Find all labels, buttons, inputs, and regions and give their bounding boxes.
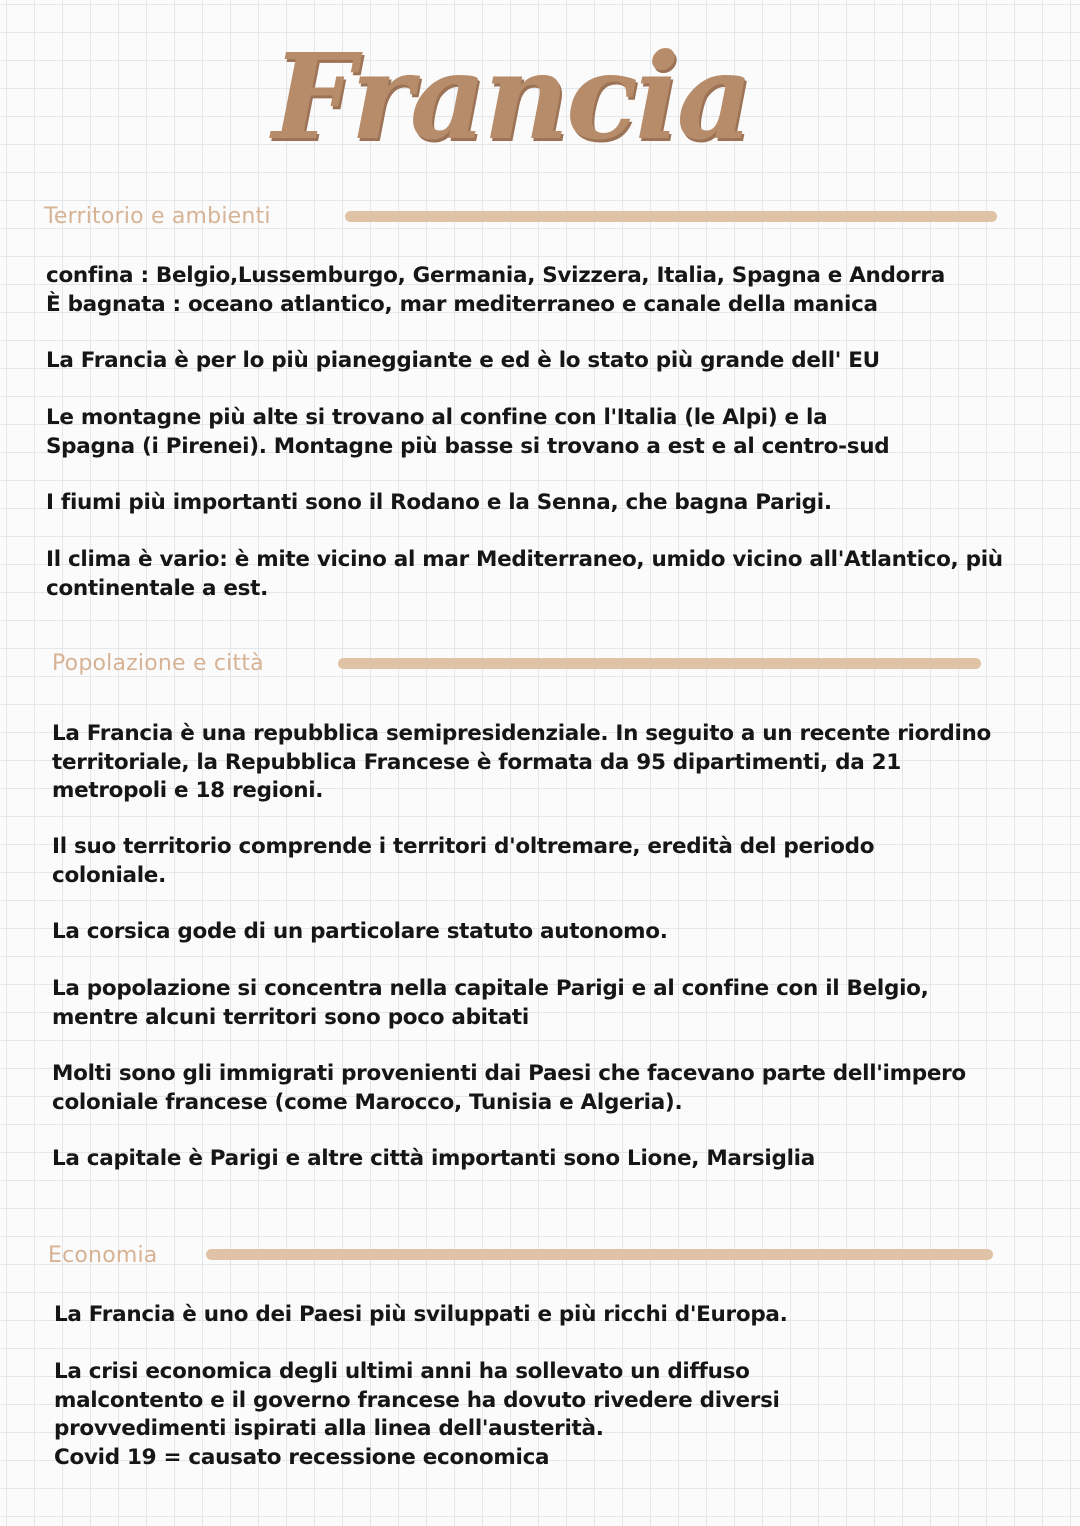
paragraph-pianeggiante: La Francia è per lo più pianeggiante e ed è lo stato più grande dell' EU: [46, 348, 880, 373]
paragraph-fiumi: I fiumi più importanti sono il Rodano e la Senna, che bagna Parigi.: [46, 490, 832, 515]
paragraph-oltremare: Il suo territorio comprende i territori d'oltremare, eredità del periodo coloniale.: [52, 834, 875, 888]
paragraph-immigrati: Molti sono gli immigrati provenienti dai Paesi che facevano parte dell'impero coloniale francese (come Marocco, Tunisia e Algeria).: [52, 1061, 966, 1115]
paragraph-montagne: Le montagne più alte si trovano al confine con l'Italia (le Alpi) e la Spagna (i Pirenei). Montagne più basse si trovano a est e al centro-sud: [46, 405, 890, 459]
paragraph-crisi: La crisi economica degli ultimi anni ha sollevato un diffuso malcontento e il governo francese ha dovuto rivedere diversi provvedimenti ispirati alla linea dell'austerità. Covid 19 = causato recessione economica: [54, 1359, 780, 1470]
paragraph-clima: Il clima è vario: è mite vicino al mar Mediterraneo, umido vicino all'Atlantico, più continentale a est.: [46, 547, 1003, 601]
paragraph-confini: confina : Belgio,Lussemburgo, Germania, Svizzera, Italia, Spagna e Andorra È bagnata : oceano atlantico, mar mediterraneo e canale della manica: [46, 263, 945, 317]
page-title: Francia: [272, 27, 751, 166]
section-divider: [206, 1249, 993, 1260]
paragraph-capitale: La capitale è Parigi e altre città importanti sono Lione, Marsiglia: [52, 1146, 815, 1171]
section-heading-territorio: Territorio e ambienti: [44, 204, 271, 229]
section-heading-popolazione: Popolazione e città: [52, 651, 264, 676]
paragraph-popolazione: La popolazione si concentra nella capitale Parigi e al confine con il Belgio, mentre alcuni territori sono poco abitati: [52, 976, 929, 1030]
paragraph-repubblica: La Francia è una repubblica semipresidenziale. In seguito a un recente riordino territoriale, la Repubblica Francese è formata da 95 dipartimenti, da 21 metropoli e 18 regioni.: [52, 721, 992, 803]
paragraph-sviluppo: La Francia è uno dei Paesi più sviluppati e più ricchi d'Europa.: [54, 1302, 788, 1327]
section-divider: [338, 658, 981, 669]
section-heading-economia: Economia: [48, 1243, 158, 1268]
section-divider: [345, 211, 997, 222]
paragraph-corsica: La corsica gode di un particolare statuto autonomo.: [52, 919, 668, 944]
